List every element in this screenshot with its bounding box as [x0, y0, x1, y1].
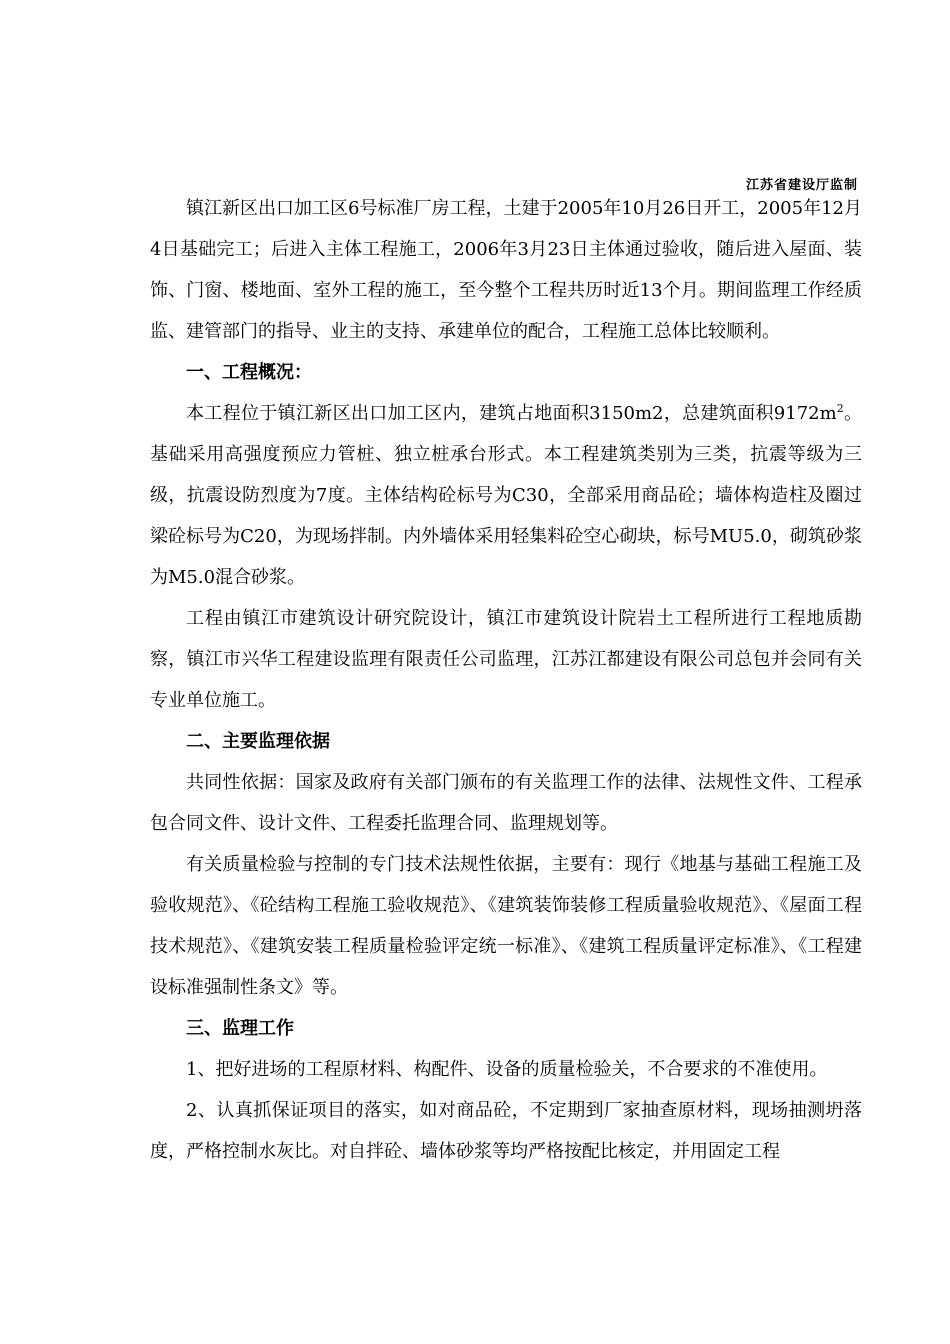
intro-paragraph: 镇江新区出口加工区6号标准厂房工程，土建于2005年10月26日开工，2005年12月4日基础完工；后进入主体工程施工，2006年3月23日主体通过验收，随后进入屋面、装饰、门窗、楼地面、室外工程的施工，至今整个工程共历时近13个月。期间监理工作经质监、建管部门的指导、业主的支持、承建单位的配合，工程施工总体比较顺利。 [150, 198, 862, 342]
overview-paragraph [150, 393, 862, 598]
work-item-1: 1、把好进场的工程原材料、构配件、设备的质量检验关，不合要求的不准使用。 [186, 1059, 828, 1080]
technical-basis-paragraph: 有关质量检验与控制的专门技术法规性依据，主要有：现行《地基与基础工程施工及验收规范》、《砼结构工程施工验收规范》、《建筑装饰装修工程质量验收规范》、《屋面工程技术规范》、《建筑安装工程质量检验评定统一标准》、《建筑工程质量评定标准》、《工程建设标准强制性条文》等。 [150, 854, 862, 998]
header-note: 江苏省建设厅监制 [745, 178, 858, 193]
overview-text-end: 。基础采用高强度预应力管桩、独立桩承台形式。本工程建筑类别为三类，抗震等级为三级，抗震设防烈度为7度。主体结构砼标号为C30，全部采用商品砼；墙体构造柱及圈过梁砼标号为C20，为现场拌制。内外墙体采用轻集料砼空心砌块，标号MU5.0，砌筑砂浆为M5.0混合砂浆。 [150, 403, 863, 588]
design-paragraph: 工程由镇江市建筑设计研究院设计，镇江市建筑设计院岩土工程所进行工程地质勘察，镇江市兴华工程建设监理有限责任公司监理，江苏江都建设有限公司总包并会同有关专业单位施工。 [150, 608, 862, 711]
superscript-2: 2 [836, 402, 844, 415]
section-heading-overview: 一、工程概况： [186, 362, 312, 383]
work-item-2: 2、认真抓保证项目的落实，如对商品砼，不定期到厂家抽查原材料，现场抽测坍落度，严格控制水灰比。对自拌砼、墙体砂浆等均严格按配比核定，并用固定工程 [150, 1100, 862, 1162]
document-body [150, 188, 862, 1172]
general-basis-paragraph: 共同性依据：国家及政府有关部门颁布的有关监理工作的法律、法规性文件、工程承包合同文件、设计文件、工程委托监理合同、监理规划等。 [150, 772, 862, 834]
section-heading-basis: 二、主要监理依据 [186, 731, 330, 752]
section-heading-work: 三、监理工作 [186, 1018, 294, 1039]
overview-text-start: 本工程位于镇江新区出口加工区内，建筑占地面积3150m2，总建筑面积9172m [186, 403, 837, 424]
